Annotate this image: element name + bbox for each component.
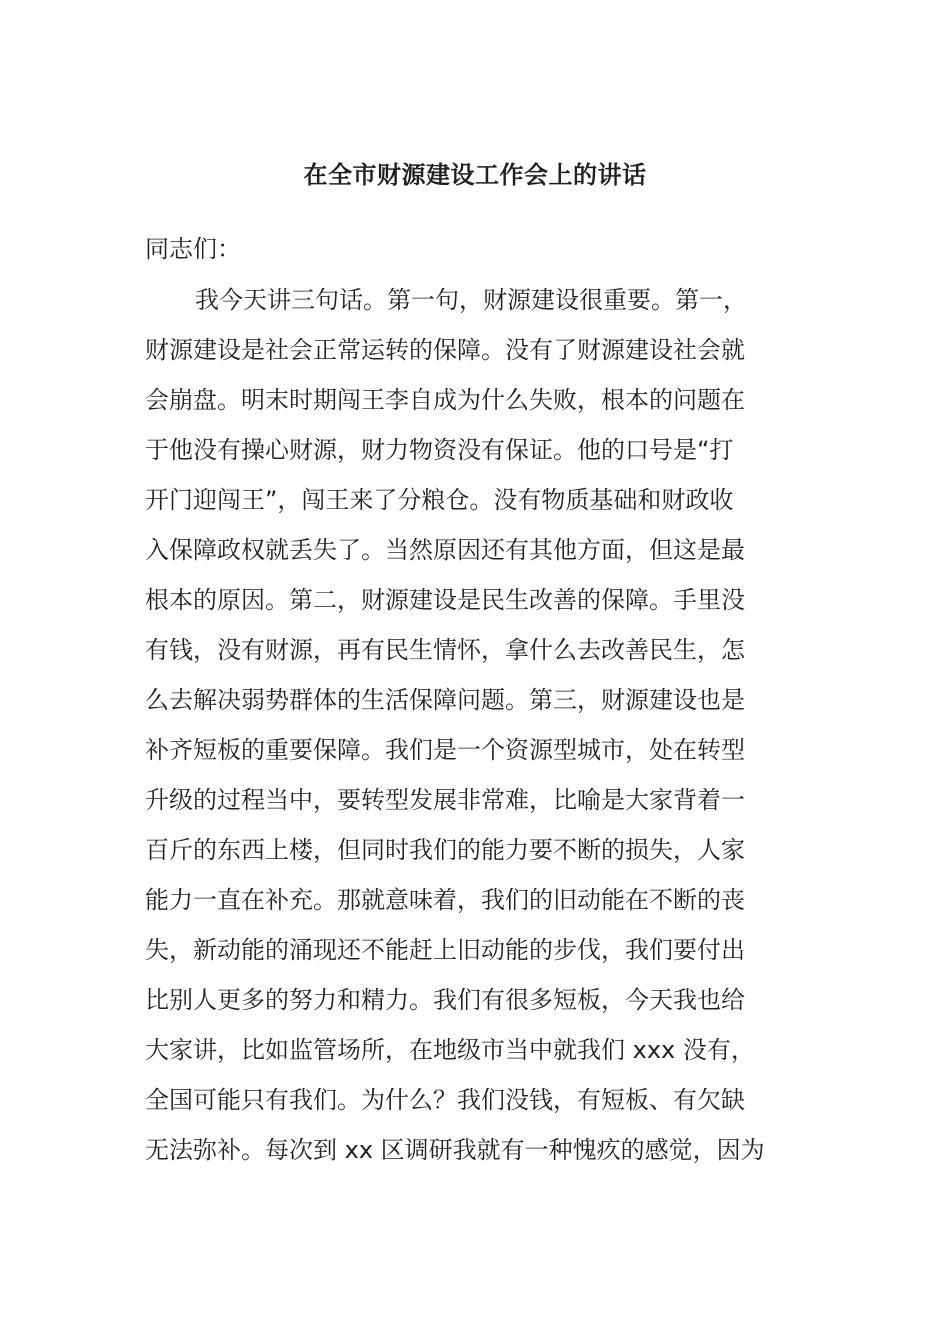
body-line: 有钱，没有财源，再有民生情怀，拿什么去改善民生，怎 xyxy=(145,636,745,664)
body-line: 开门迎闯王”，闯王来了分粮仓。没有物质基础和财政收 xyxy=(145,486,734,514)
body-line: 补齐短板的重要保障。我们是一个资源型城市，处在转型 xyxy=(145,736,745,764)
body-text xyxy=(145,279,805,1179)
body-line: 入保障政权就丢失了。当然原因还有其他方面，但这是最 xyxy=(145,536,745,564)
body-line: 根本的原因。第二，财源建设是民生改善的保障。手里没 xyxy=(145,586,745,614)
body-line: 财源建设是社会正常运转的保障。没有了财源建设社会就 xyxy=(145,336,745,364)
body-line: 我今天讲三句话。第一句，财源建设很重要。第一， xyxy=(195,286,747,314)
body-line: 会崩盘。明末时期闯王李自成为什么失败，根本的问题在 xyxy=(145,386,745,414)
salutation: 同志们： xyxy=(145,235,241,263)
body-line: 能力一直在补充。那就意味着，我们的旧动能在不断的丧 xyxy=(145,886,745,914)
body-line: 升级的过程当中，要转型发展非常难，比喻是大家背着一 xyxy=(145,786,745,814)
body-line: 无法弥补。每次到 xx 区调研我就有一种愧疚的感觉，因为 xyxy=(145,1136,765,1164)
body-line: 全国可能只有我们。为什么？我们没钱，有短板、有欠缺 xyxy=(145,1086,745,1114)
document-title: 在全市财源建设工作会上的讲话 xyxy=(303,161,647,189)
body-line: 百斤的东西上楼，但同时我们的能力要不断的损失，人家 xyxy=(145,836,745,864)
body-line: 么去解决弱势群体的生活保障问题。第三，财源建设也是 xyxy=(145,686,745,714)
body-line: 于他没有操心财源，财力物资没有保证。他的口号是“打 xyxy=(145,436,734,464)
body-line: 大家讲，比如监管场所，在地级市当中就我们 xxx 没有， xyxy=(145,1036,755,1064)
body-line: 失，新动能的涌现还不能赶上旧动能的步伐，我们要付出 xyxy=(145,936,745,964)
body-line: 比别人更多的努力和精力。我们有很多短板，今天我也给 xyxy=(145,986,745,1014)
